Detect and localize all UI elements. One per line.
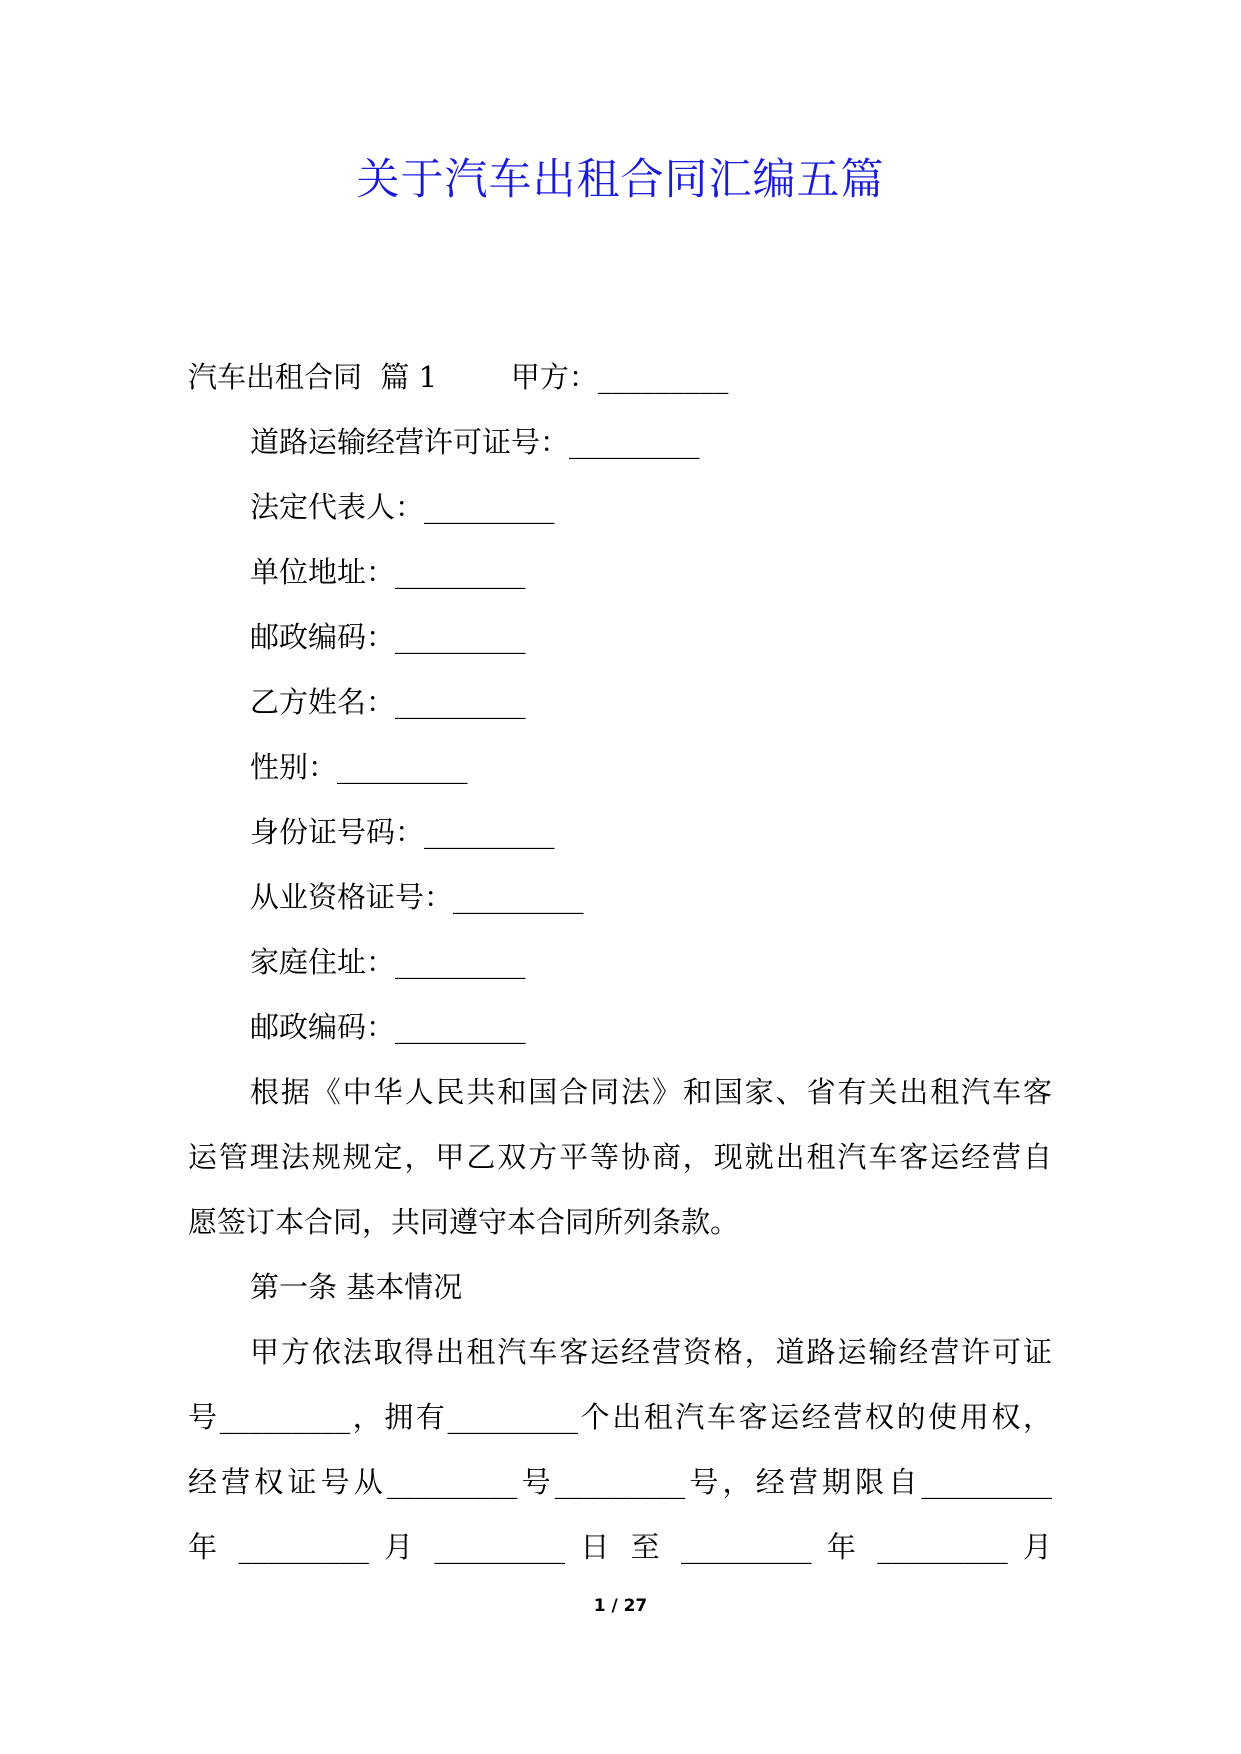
legal-representative-line: 法定代表人：_________ — [250, 490, 555, 524]
paragraph-line: 根据《中华人民共和国合同法》和国家、省有关出租汽车客 — [250, 1075, 1052, 1109]
company-address-line: 单位地址：_________ — [250, 555, 526, 589]
paragraph-line: 年 _________ 月 _________ 日 至 _________ 年 _________ 月 — [188, 1530, 1052, 1564]
contract-heading-line: 汽车出租合同 篇 1 甲方：_________ — [188, 360, 729, 394]
paragraph-line: 经营权证号从_________号_________号，经营期限自_________ — [188, 1465, 1052, 1499]
paragraph-line: 运管理法规规定，甲乙双方平等协商，现就出租汽车客运经营自 — [188, 1140, 1052, 1174]
paragraph-line: 号_________，拥有_________个出租汽车客运经营权的使用权， — [188, 1400, 1052, 1434]
page-number: 1 / 27 — [593, 1596, 648, 1616]
gender-line: 性别：_________ — [250, 750, 468, 784]
id-number-line: 身份证号码：_________ — [250, 815, 555, 849]
postal-code-line: 邮政编码：_________ — [250, 620, 526, 654]
license-number-line: 道路运输经营许可证号：_________ — [250, 425, 700, 459]
home-address-line: 家庭住址：_________ — [250, 945, 526, 979]
page-title: 关于汽车出租合同汇编五篇 — [356, 155, 885, 205]
postal-code-line-2: 邮政编码：_________ — [250, 1010, 526, 1044]
paragraph-line: 愿签订本合同，共同遵守本合同所列条款。 — [188, 1205, 740, 1239]
paragraph-line: 甲方依法取得出租汽车客运经营资格，道路运输经营许可证 — [250, 1335, 1052, 1369]
qualification-number-line: 从业资格证号：_________ — [250, 880, 584, 914]
article-heading: 第一条 基本情况 — [250, 1270, 463, 1304]
party-b-name-line: 乙方姓名：_________ — [250, 685, 526, 719]
document-body — [188, 345, 1052, 1580]
